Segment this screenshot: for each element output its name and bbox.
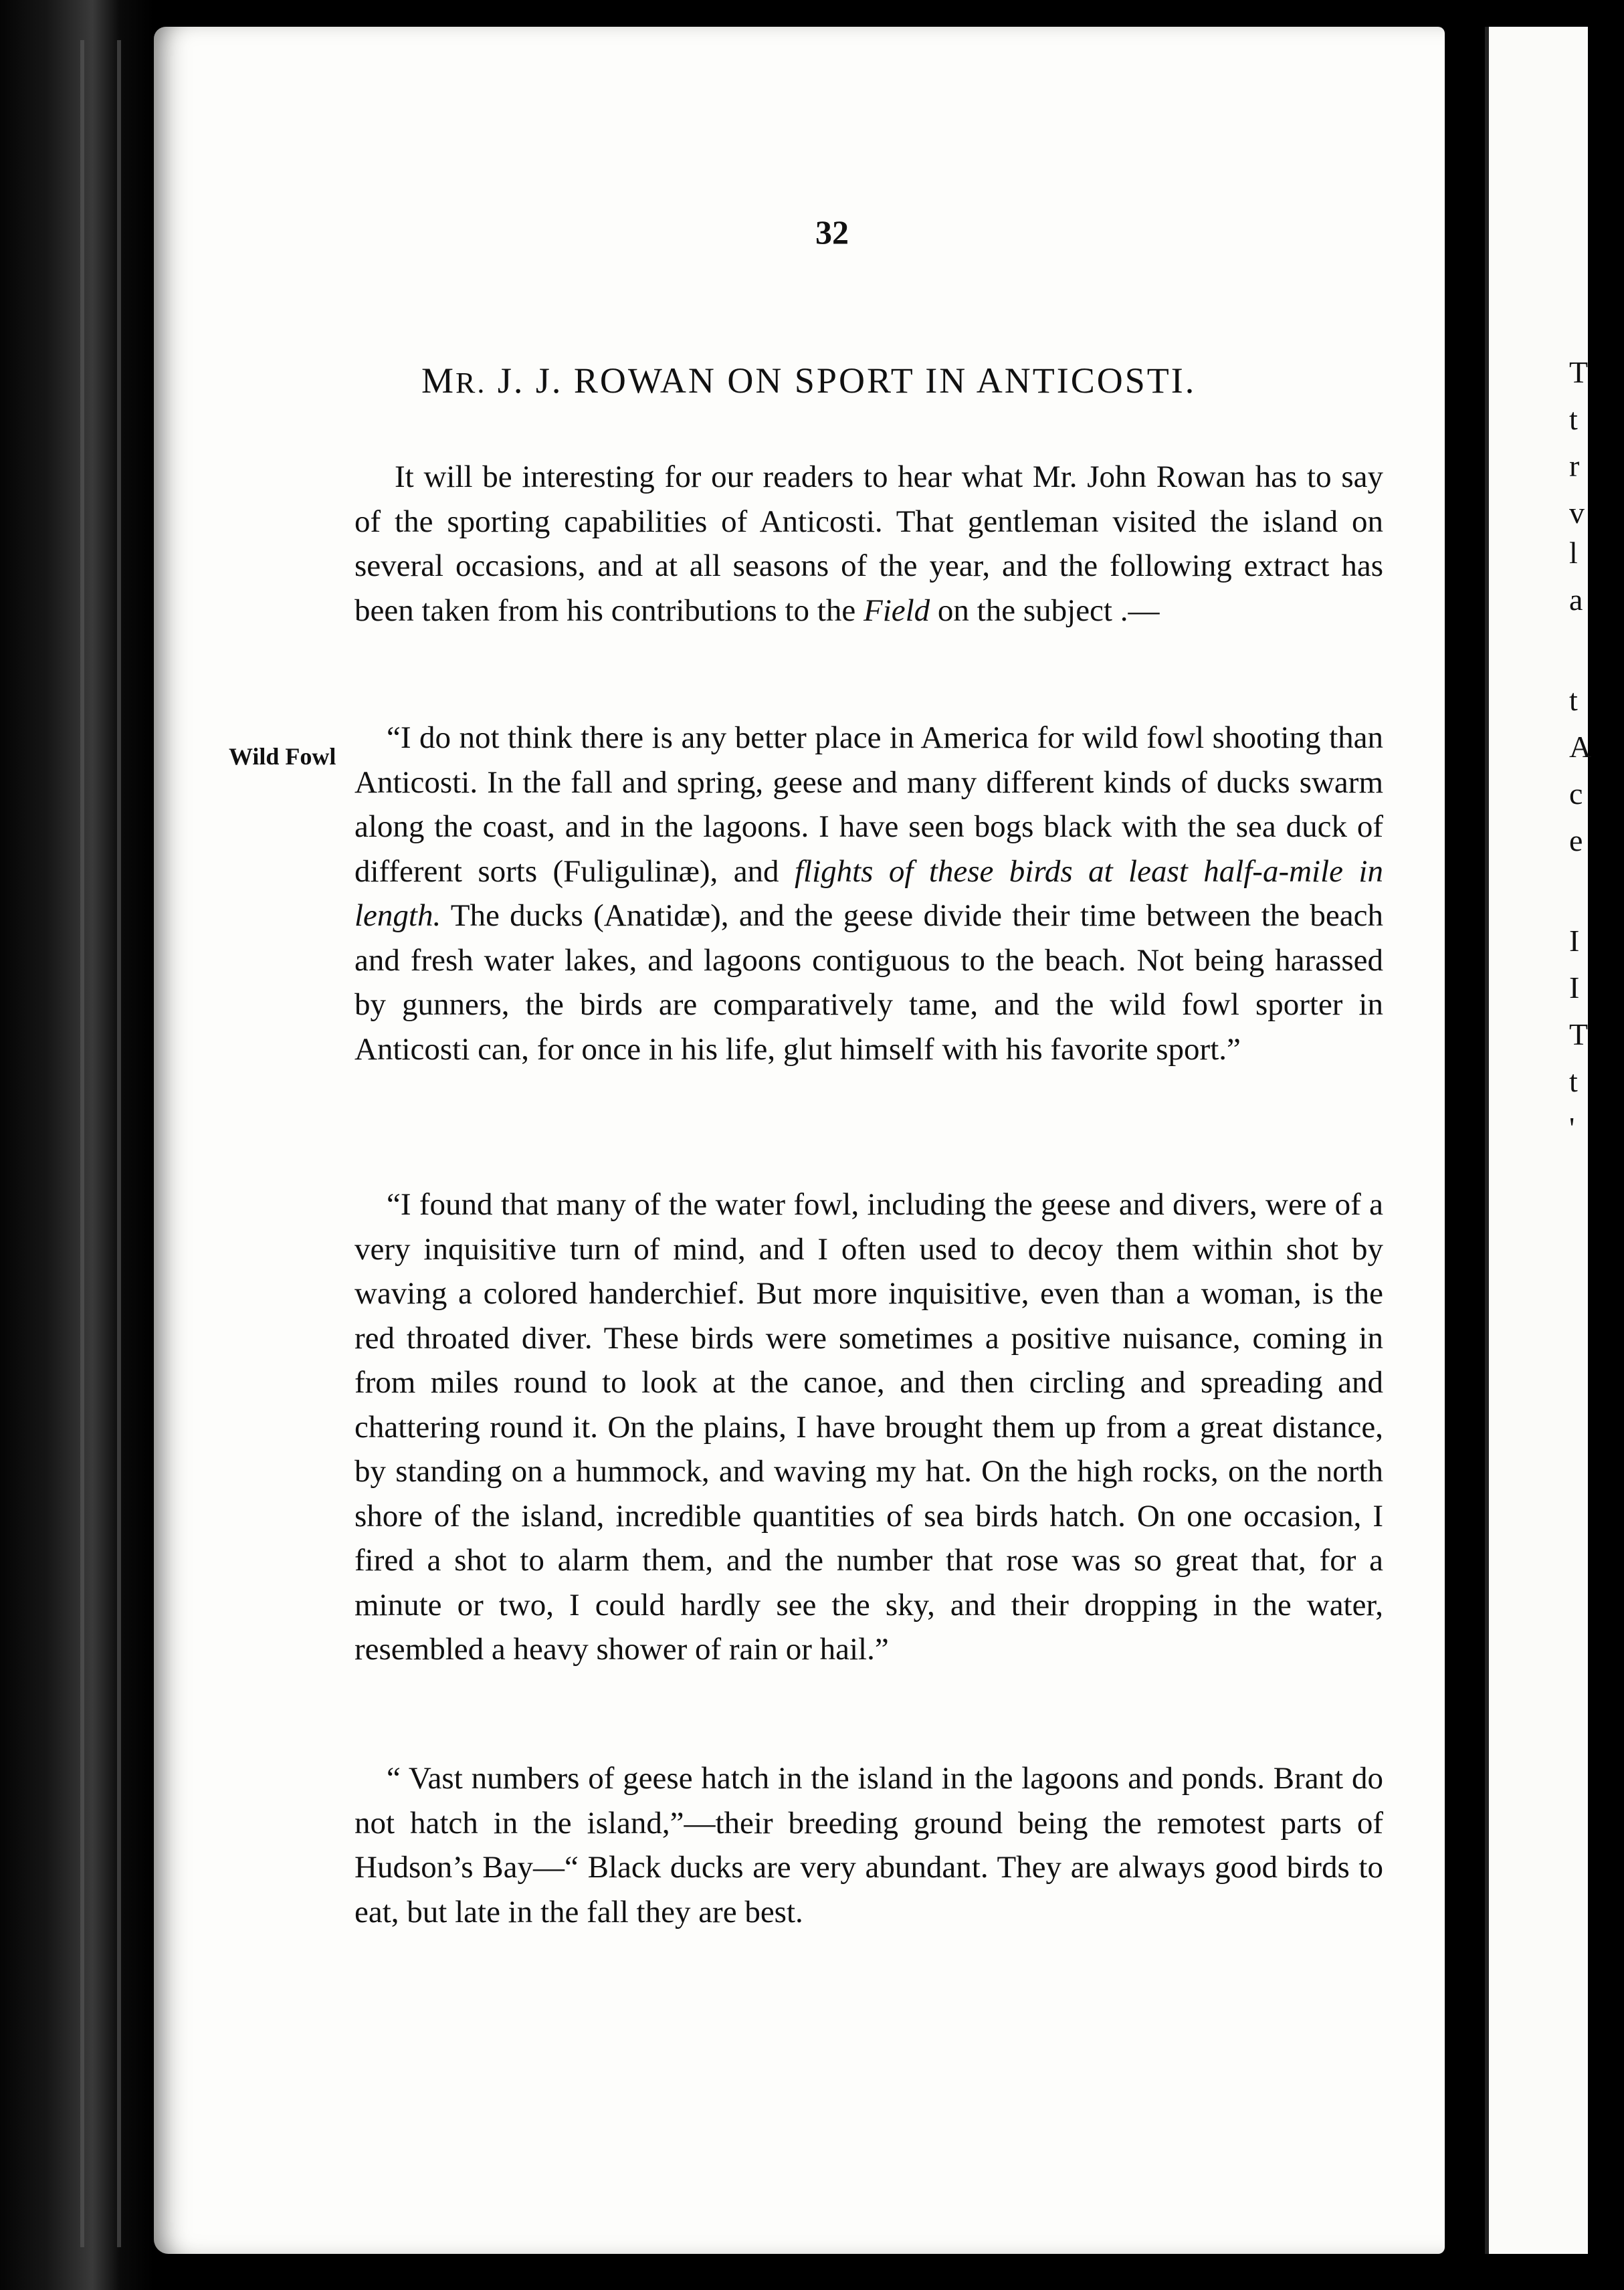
facing-page-letter: ' — [1569, 1111, 1575, 1145]
quote2-text: “I found that many of the water fowl, including the geese and divers, were of a very inquisitive turn of mind, and I often used to decoy them within shot by waving a colored handerchief. But more inquisitive, even than a woman, is the red throated diver. These birds were sometimes a positive nuisance, coming in from miles round to look at the canoe, and then circling and spreading and chattering round it. On the plains, I have brought them up from a great distance, by standing on a hummock, and waving my hat. On the high rocks, on the north shore of the island, incredible quantities of sea birds hatch. On one occasion, I fired a shot to alarm them, and the number that rose was so great that, for a minute or two, I could hardly see the sky, and their dropping in the water, resembled a heavy shower of rain or hail.” — [354, 1187, 1383, 1667]
title-rest: J. J. ROWAN ON SPORT IN ANTICOSTI. — [486, 360, 1197, 401]
facing-page-letter: c — [1569, 776, 1583, 811]
facing-page-letter: I — [1569, 970, 1580, 1005]
facing-page-letter: r — [1569, 449, 1580, 483]
quote-paragraph-1 — [354, 716, 1383, 1071]
page-number: 32 — [815, 213, 849, 251]
facing-page-letter: A — [1569, 730, 1592, 764]
facing-page-letter: I — [1569, 924, 1580, 958]
facing-page-letter: t — [1569, 1064, 1578, 1098]
title-initial-small: R. — [455, 367, 487, 399]
gutter-stripe — [117, 40, 121, 2247]
margin-note: Wild Fowl — [229, 743, 336, 770]
facing-page-letter: T — [1569, 355, 1589, 389]
title-initial: M — [421, 360, 456, 401]
facing-page-letter: l — [1569, 536, 1578, 570]
intro-italic: Field — [863, 593, 930, 628]
intro-paragraph — [354, 455, 1383, 633]
facing-page-letter: v — [1569, 496, 1585, 530]
intro-text-end: on the subject .— — [930, 593, 1160, 628]
facing-page-letter: e — [1569, 823, 1583, 857]
facing-page-letter: t — [1569, 402, 1578, 436]
facing-page-letter: T — [1569, 1017, 1589, 1051]
quote1-text-end: The ducks (Anatidæ), and the geese divide their time between the beach and fresh water lakes, and lagoons contiguous to the beach. Not being harassed by gunners, the birds are comparatively tame, and the wild fowl sporter in Anticosti can, for once in his life, glut himself with his favorite sport.” — [354, 898, 1383, 1067]
quote1-text: “I do not think there is any better place in America for wild fowl shooting than Anticosti. In the fall and spring, geese and many different kinds of ducks swarm along the coast, and in the lagoons. I have seen bogs black with the sea duck of different sorts (Fuligulinæ), and — [354, 720, 1383, 889]
quote1-italic: flights of these birds at least half-a-mile in length. — [354, 853, 1383, 933]
quote-paragraph-3 — [354, 1756, 1383, 1934]
gutter-stripe — [80, 40, 84, 2247]
quote3-text: “ Vast numbers of geese hatch in the island in the lagoons and ponds. Brant do not hatch in the island,”—their breeding ground being the remotest parts of Hudson’s Bay—“ Black ducks are very abundant. They are always good birds to eat, but late in the fall they are best. — [354, 1761, 1383, 1930]
book-gutter — [0, 0, 154, 2290]
facing-page-letters — [1569, 27, 1596, 2254]
page-title — [421, 360, 1358, 401]
facing-page-letter: t — [1569, 683, 1578, 717]
facing-page-edge — [1485, 27, 1592, 2254]
intro-text: It will be interesting for our readers to hear what Mr. John Rowan has to say of the sporting capabilities of Anticosti. That gentleman visited the island on several occasions, and at all seasons of the year, and the following extract has been taken from his contributions to the — [354, 459, 1383, 628]
quote-paragraph-2 — [354, 1182, 1383, 1672]
facing-page-letter: a — [1569, 583, 1583, 617]
